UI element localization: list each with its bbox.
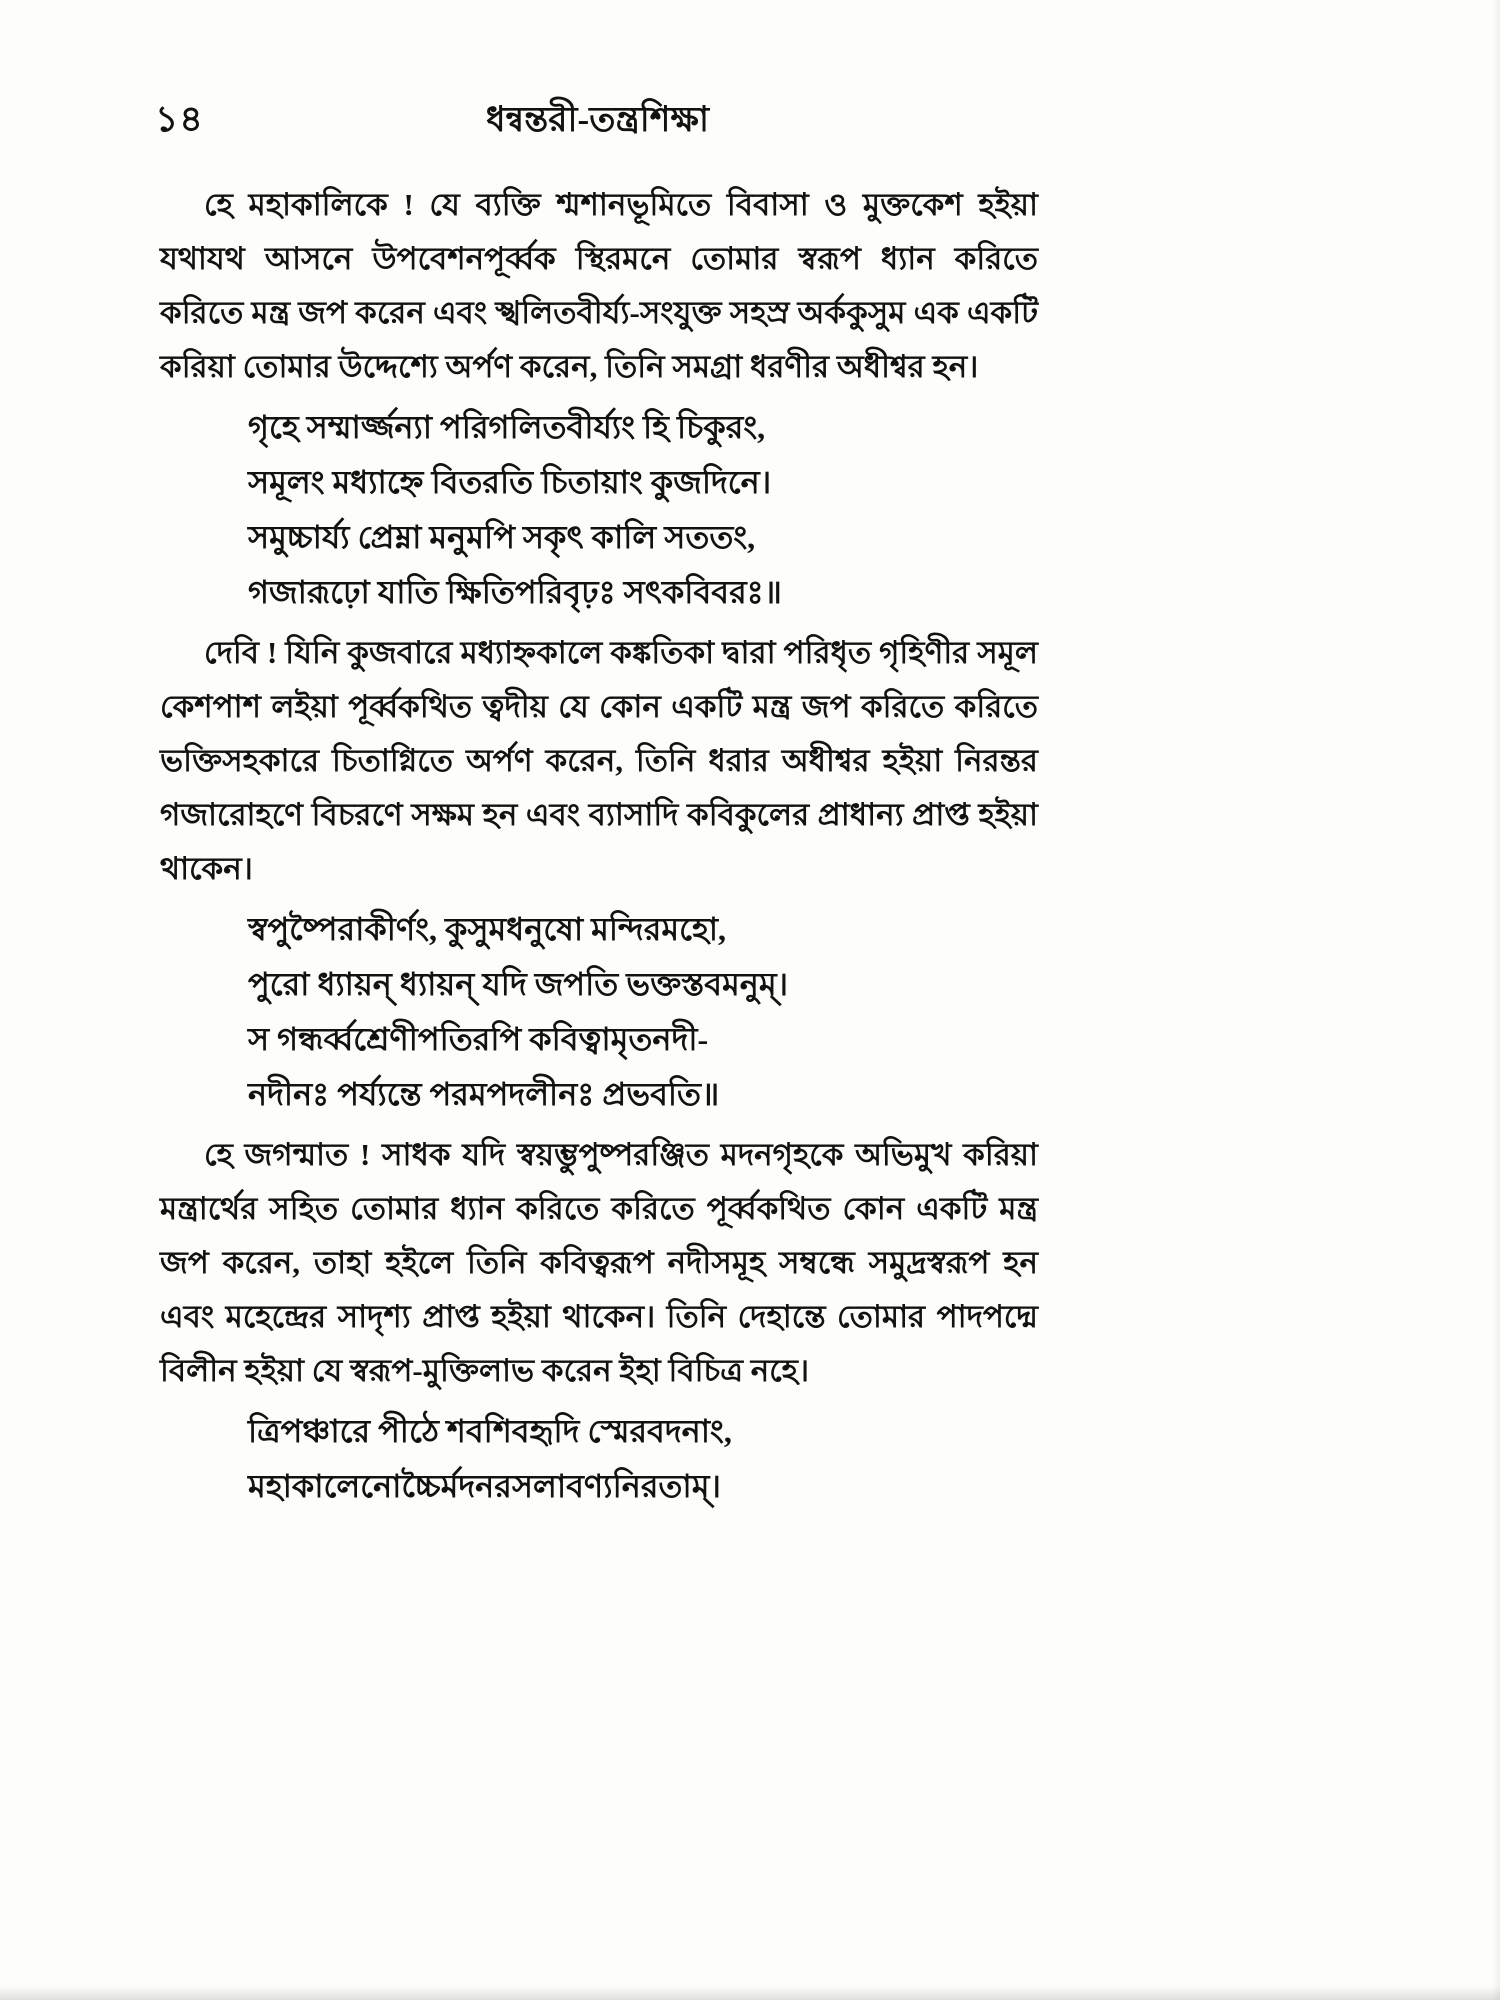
page-number: ১৪ [155, 99, 204, 139]
verse-line: সমূলং মধ্যাহ্নে বিতরতি চিতায়াং কুজদিনে। [248, 464, 772, 500]
verse-line: গৃহে সম্মার্জ্জন্যা পরিগলিতবীর্য্যং হি চিকুরং, [248, 409, 766, 445]
page-title: ধন্বন্তরী-তন্ত্রশিক্ষা [485, 100, 710, 139]
verse-line: ত্রিপঞ্চারে পীঠে শবশিবহৃদি স্মেরবদনাং, [248, 1413, 732, 1449]
verse-line: মহাকালেনোচ্চৈর্মদনরসলাবণ্যনিরতাম্। [248, 1468, 721, 1504]
paragraph: হে জগন্মাত ! সাধক যদি স্বয়ম্ভুপুষ্পরঞ্জিত মদনগৃহকে অভিমুখ করিয়া মন্ত্রার্থের সহিত তোমার ধ্যান করিতে করিতে পূর্ব্বকথিত কোন একটি মন্ত্র জপ করেন, তাহা হইলে তিনি কবিত্বরূপ নদীসমূহ সম্বন্ধে সমুদ্রস্বরূপ হন এবং মহেন্দ্রের সাদৃশ্য প্রাপ্ত হইয়া থাকেন। তিনি দেহান্তে তোমার পাদপদ্মে বিলীন হইয়া যে স্বরূপ-মুক্তিলাভ করেন ইহা বিচিত্র নহে। [160, 1137, 1038, 1388]
paragraph: দেবি ! যিনি কুজবারে মধ্যাহ্নকালে কঙ্কতিকা দ্বারা পরিধৃত গৃহিণীর সমূল কেশপাশ লইয়া পূর্ব্বকথিত ত্বদীয় যে কোন একটি মন্ত্র জপ করিতে করিতে ভক্তিসহকারে চিতাগ্নিতে অর্পণ করেন, তিনি ধরার অধীশ্বর হইয়া নিরন্তর গজারোহণে বিচরণে সক্ষম হন এবং ব্যাসাদি কবিকুলের প্রাধান্য প্রাপ্ত হইয়া থাকেন। [160, 635, 1038, 886]
verse-line: স গন্ধর্ব্বশ্রেণীপতিরপি কবিত্বামৃতনদী- [248, 1021, 709, 1057]
verse-block [248, 902, 1038, 1122]
verse-line: স্বপুষ্পৈরাকীর্ণং, কুসুমধনুষো মন্দিরমহো, [248, 911, 727, 947]
verse-block [248, 400, 1038, 620]
page-body [160, 178, 1038, 1520]
scan-edge-bottom [0, 1986, 1500, 2000]
paragraph: হে মহাকালিকে ! যে ব্যক্তি শ্মশানভূমিতে বিবাসা ও মুক্তকেশ হইয়া যথাযথ আসনে উপবেশনপূর্ব্বক স্থিরমনে তোমার স্বরূপ ধ্যান করিতে করিতে মন্ত্র জপ করেন এবং স্খলিতবীর্য্য-সংযুক্ত সহস্র অর্ককুসুম এক একটি করিয়া তোমার উদ্দেশ্যে অর্পণ করেন, তিনি সমগ্রা ধরণীর অধীশ্বর হন। [160, 187, 1038, 384]
page-header [155, 92, 1040, 152]
verse-line: সমুচ্চার্য্য প্রেম্না মনুমপি সকৃৎ কালি সততং, [248, 519, 756, 555]
verse-line: পুরো ধ্যায়ন্ ধ্যায়ন্ যদি জপতি ভক্তস্তবমনুম্। [248, 966, 789, 1002]
scan-edge-right [1492, 0, 1500, 2000]
verse-line: গজারূঢ়ো যাতি ক্ষিতিপরিবৃঢ়ঃ সৎকবিবরঃ॥ [248, 574, 782, 610]
verse-block [248, 1404, 1038, 1514]
verse-line: নদীনঃ পর্য্যন্তে পরমপদলীনঃ প্রভবতি॥ [248, 1076, 720, 1112]
